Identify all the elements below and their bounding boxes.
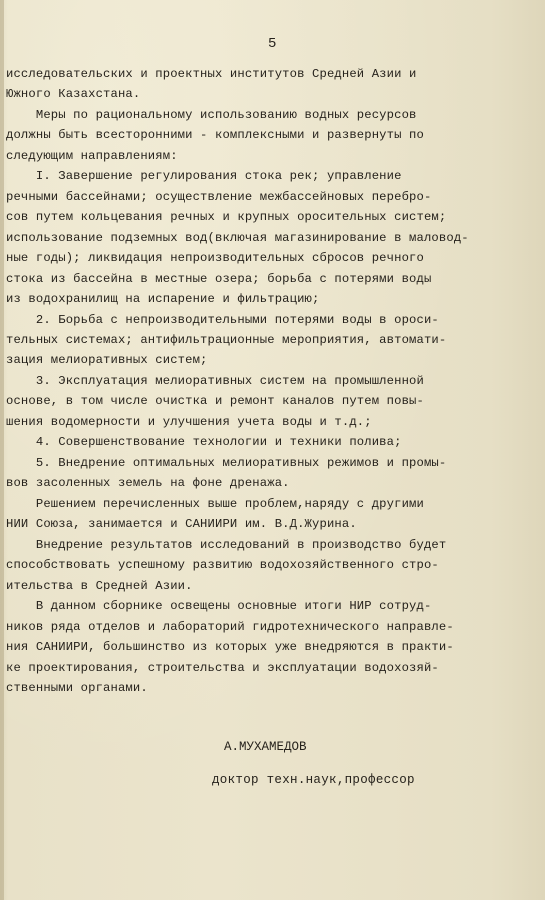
text-line: Решением перечисленных выше проблем,наряду с другими — [6, 497, 424, 511]
text-line: сов путем кольцевания речных и крупных оросительных систем; — [6, 210, 447, 224]
text-line: В данном сборнике освещены основные итоги НИР сотруд- — [6, 599, 432, 613]
text-line: исследовательских и проектных институтов Средней Азии и — [6, 67, 417, 81]
text-line: ке проектирования, строительства и эксплуатации водохозяй- — [6, 661, 439, 675]
text-line: Внедрение результатов исследований в производство будет — [6, 538, 447, 552]
text-line: вов засоленных земель на фоне дренажа. — [6, 476, 290, 490]
text-line: ников ряда отделов и лабораторий гидротехнического направле- — [6, 620, 454, 634]
text-line: следующим направлениям: — [6, 149, 178, 163]
text-line: ные годы); ликвидация непроизводительных сбросов речного — [6, 251, 424, 265]
text-line: Южного Казахстана. — [6, 87, 141, 101]
signature-title: доктор техн.наук,профессор — [212, 773, 415, 787]
text-line: 3. Эксплуатация мелиоративных систем на промышленной — [6, 374, 424, 388]
text-line: Меры по рациональному использованию водных ресурсов — [6, 108, 417, 122]
text-line: должны быть всесторонними - комплексными и развернуты по — [6, 128, 424, 142]
text-line: тельных системах; антифильтрационные мероприятия, автомати- — [6, 333, 447, 347]
text-line: 4. Совершенствование технологии и техники полива; — [6, 435, 402, 449]
signature-name: А.МУХАМЕДОВ — [224, 740, 307, 754]
text-line: стока из бассейна в местные озера; борьба с потерями воды — [6, 272, 432, 286]
text-line: основе, в том числе очистка и ремонт каналов путем повы- — [6, 394, 424, 408]
text-line: шения водомерности и улучшения учета воды и т.д.; — [6, 415, 372, 429]
text-line: 5. Внедрение оптимальных мелиоративных режимов и промы- — [6, 456, 447, 470]
text-line: ительства в Средней Азии. — [6, 579, 193, 593]
text-line: зация мелиоративных систем; — [6, 353, 208, 367]
text-line: ственными органами. — [6, 681, 148, 695]
page-number: 5 — [268, 36, 277, 52]
text-line: НИИ Союза, занимается и САНИИРИ им. В.Д.Журина. — [6, 517, 357, 531]
text-line: из водохранилищ на испарение и фильтрацию; — [6, 292, 320, 306]
text-line: I. Завершение регулирования стока рек; управление — [6, 169, 402, 183]
text-line: речными бассейнами; осуществление межбассейновых перебро- — [6, 190, 432, 204]
page-edge — [0, 0, 4, 900]
text-line: использование подземных вод(включая магазинирование в маловод- — [6, 231, 469, 245]
text-line: ния САНИИРИ, большинство из которых уже внедряются в практи- — [6, 640, 454, 654]
text-line: 2. Борьба с непроизводительными потерями воды в ороси- — [6, 313, 439, 327]
text-line: способствовать успешному развитию водохозяйственного стро- — [6, 558, 439, 572]
